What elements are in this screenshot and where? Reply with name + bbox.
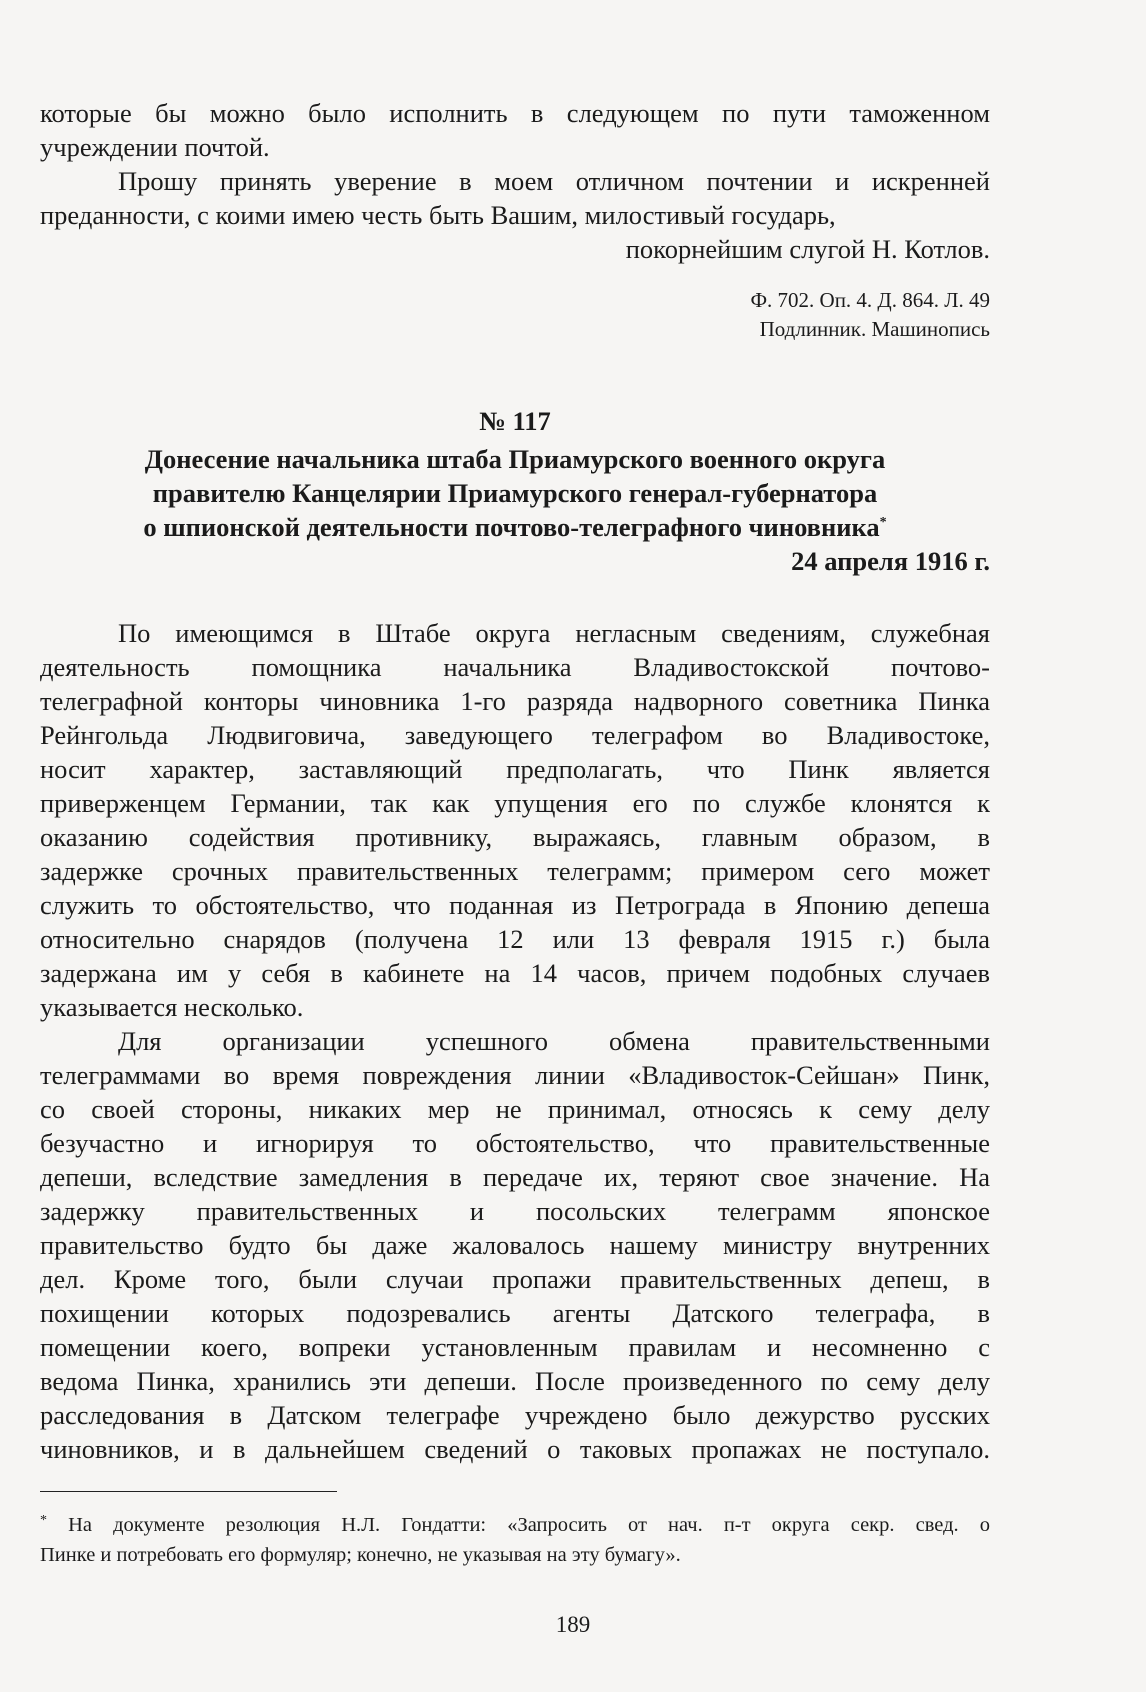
paragraph-line: помещении коего, вопреки установленным правилам и несомненно с	[40, 1332, 990, 1362]
paragraph-line: оказанию содействия противнику, выражаясь, главным образом, в	[40, 822, 990, 852]
page-number: 189	[555, 1612, 591, 1637]
footnote	[40, 1510, 990, 1570]
document-title-line-3	[40, 510, 990, 544]
footnote-line-1-text: На документе резолюция Н.Л. Гондатти: «Запросить от нач. п-т округа секр. свед. о	[68, 1514, 991, 1536]
paragraph-line: указывается несколько.	[40, 992, 304, 1022]
document-date: 24 апреля 1916 г.	[791, 546, 990, 576]
paragraph-line: задержана им у себя в кабинете на 14 часов, причем подобных случаев	[40, 958, 990, 988]
archive-type: Подлинник. Машинопись	[759, 317, 990, 341]
footnote-star: *	[40, 1513, 47, 1528]
paragraph-line: со своей стороны, никаких мер не принимал, относясь к сему делу	[40, 1094, 990, 1124]
paragraph-2	[40, 1024, 990, 1466]
paragraph-line: задержке срочных правительственных телеграмм; примером сего может	[40, 856, 990, 886]
paragraph-line: относительно снарядов (получена 12 или 13 февраля 1915 г.) была	[40, 924, 990, 954]
paragraph-line: По имеющимся в Штабе округа негласным сведениям, служебная	[118, 618, 990, 648]
paragraph-line: Для организации успешного обмена правительственными	[118, 1026, 990, 1056]
paragraph-line: служить то обстоятельство, что поданная из Петрограда в Японию депеша	[40, 890, 990, 920]
footnote-marker: *	[879, 515, 887, 530]
closing-line-1: Прошу принять уверение в моем отличном почтении и искренней	[118, 166, 990, 196]
document-title-line-3-text: о шпионской деятельности почтово-телеграфного чиновника	[143, 512, 880, 542]
paragraph-line: Рейнгольда Людвиговича, заведующего телеграфом во Владивостоке,	[40, 720, 990, 750]
paragraph-line: телеграфной конторы чиновника 1-го разряда надворного советника Пинка	[40, 686, 990, 716]
paragraph-line: депеши, вследствие замедления в передаче их, теряют свое значение. На	[40, 1162, 990, 1192]
paragraph-line: носит характер, заставляющий предполагать, что Пинк является	[40, 754, 990, 784]
archive-fond: Ф. 702. Оп. 4. Д. 864. Л. 49	[750, 288, 990, 312]
document-number: № 117	[479, 406, 551, 436]
paragraph-1	[40, 616, 990, 1024]
document-title-line-2: правителю Канцелярии Приамурского генерал-губернатора	[152, 478, 878, 508]
closing-line-2: преданности, с коими имею честь быть Вашим, милостивый государь,	[40, 200, 836, 230]
paragraph-line: чиновников, и в дальнейшем сведений о таковых пропажах не поступало.	[40, 1434, 990, 1464]
paragraph-line: расследования в Датском телеграфе учреждено было дежурство русских	[40, 1400, 990, 1430]
paragraph-line: приверженцем Германии, так как упущения его по службе клонятся к	[40, 788, 990, 818]
paragraph-line: дел. Кроме того, были случаи пропажи правительственных депеш, в	[40, 1264, 990, 1294]
paragraph-line: задержку правительственных и посольских телеграмм японское	[40, 1196, 990, 1226]
paragraph-line: деятельность помощника начальника Владивостокской почтово-	[40, 652, 990, 682]
paragraph-line: правительство будто бы даже жаловалось нашему министру внутренних	[40, 1230, 990, 1260]
footnote-line-1	[40, 1510, 990, 1540]
archive-reference	[40, 286, 990, 344]
signature: покорнейшим слугой Н. Котлов.	[625, 234, 990, 264]
paragraph-line: безучастно и игнорируя то обстоятельство, что правительственные	[40, 1128, 990, 1158]
intro-line-2: учреждении почтой.	[40, 132, 270, 162]
page-body	[40, 96, 990, 1466]
paragraph-line: телеграммами во время повреждения линии «Владивосток-Сейшан» Пинк,	[40, 1060, 990, 1090]
intro-line-1: которые бы можно было исполнить в следующем по пути таможенном	[40, 98, 990, 128]
footnote-line-2: Пинке и потребовать его формуляр; конечно, не указывая на эту бумагу».	[40, 1544, 681, 1566]
paragraph-line: похищении которых подозревались агенты Датского телеграфа, в	[40, 1298, 990, 1328]
paragraph-line: ведома Пинка, хранились эти депеши. После произведенного по сему делу	[40, 1366, 990, 1396]
document-title-line-1: Донесение начальника штаба Приамурского военного округа	[144, 444, 886, 474]
footnote-divider	[40, 1491, 337, 1492]
